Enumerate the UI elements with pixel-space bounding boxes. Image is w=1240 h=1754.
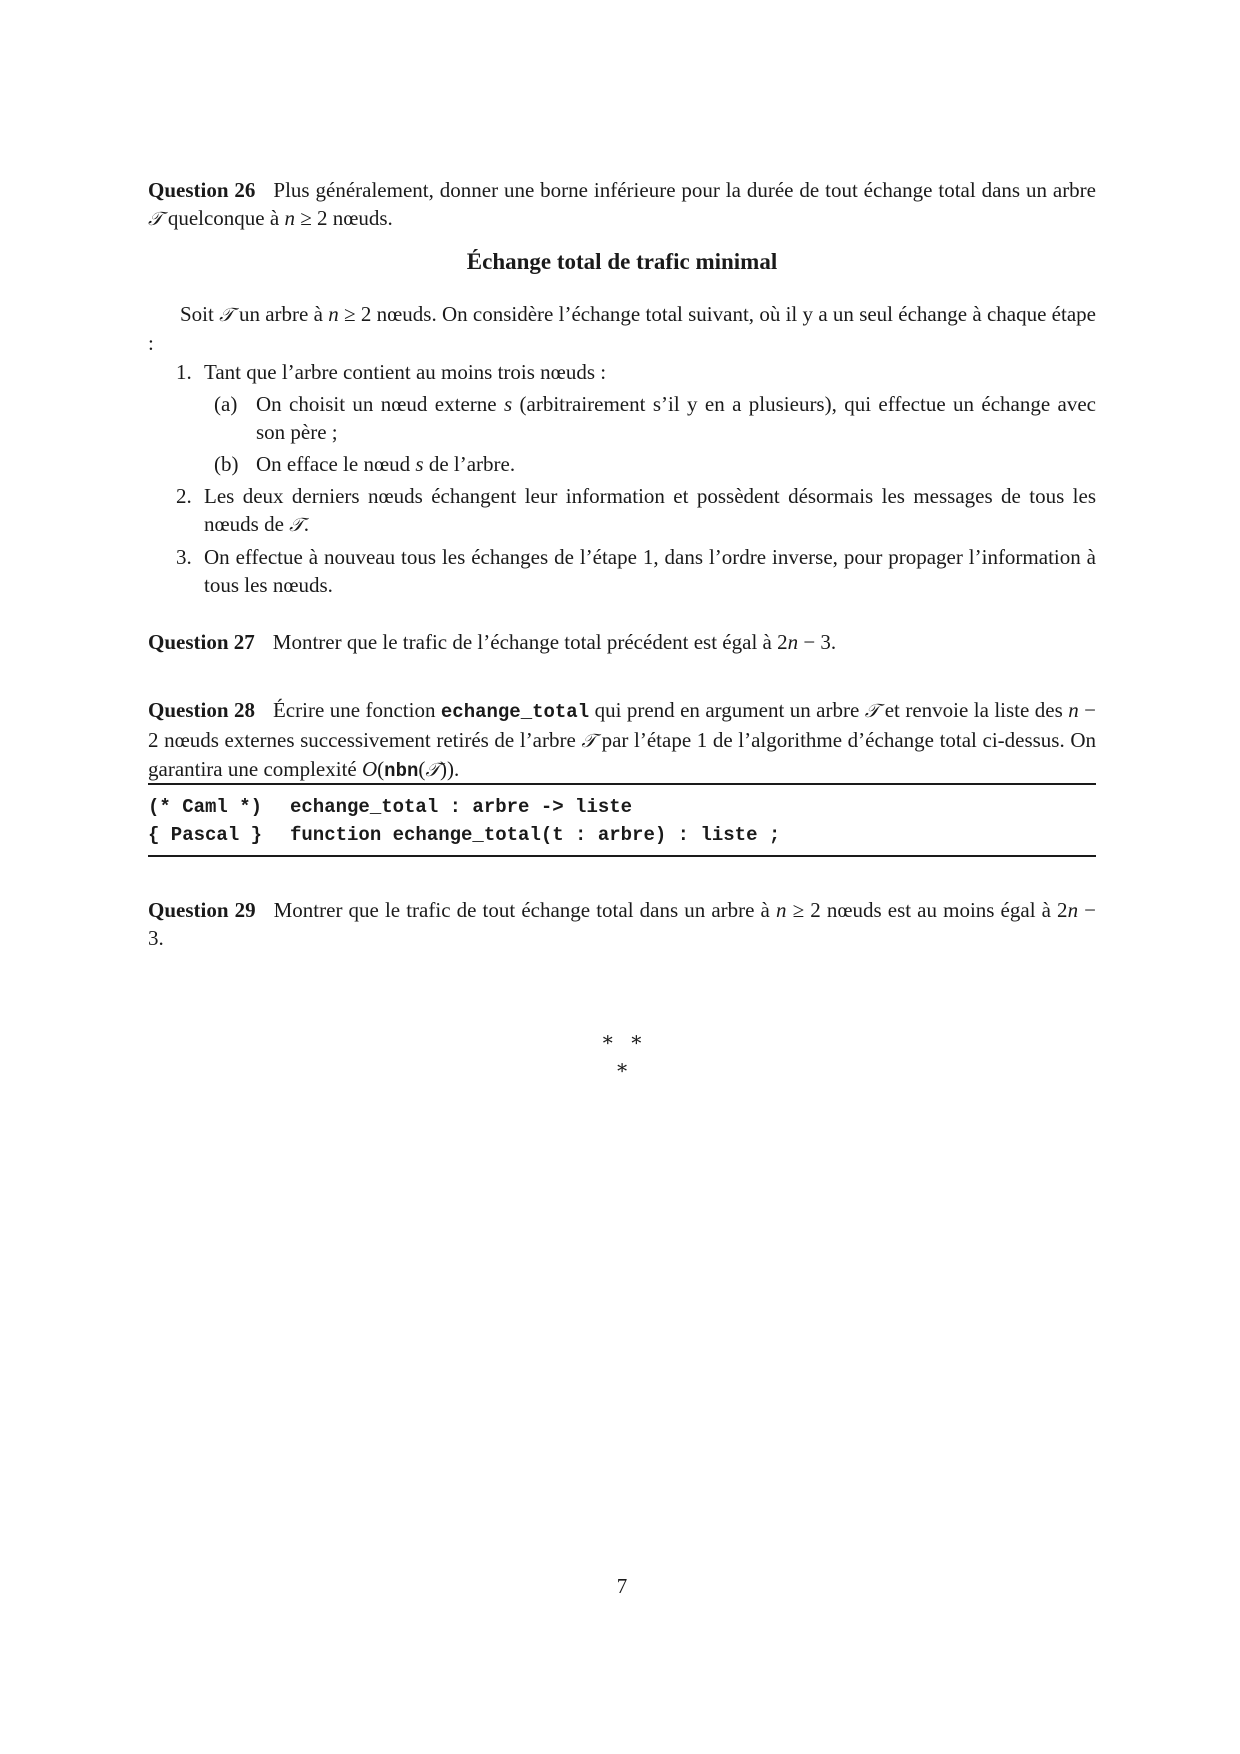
question-28	[148, 696, 1096, 785]
pascal-signature	[148, 821, 1096, 849]
caml-signature	[148, 793, 1096, 821]
q28-text-5: par l’étape 1 de l’algorithme d’échange total ci-dessus. On garantira une complexité	[148, 728, 1097, 781]
step-text-end: .	[303, 512, 309, 536]
substep-text-1: On efface le nœud	[256, 452, 416, 476]
q26-text-3: ≥ 2 nœuds.	[294, 206, 393, 230]
page-number: 7	[616, 1574, 628, 1598]
intro-text-2: un arbre à	[233, 302, 329, 326]
intro-text-3: ≥ 2 nœuds. On considère l’échange total suivant, où il y a un seul échange à chaque étape :	[148, 302, 1096, 355]
paren-open: (	[418, 757, 426, 781]
math-n: n	[1067, 898, 1079, 922]
caml-label: (* Caml *)	[148, 796, 263, 818]
tree-symbol: 𝒯	[289, 514, 304, 536]
question-28-label: Question 28	[148, 698, 255, 722]
question-27	[148, 628, 1096, 656]
algorithm-steps	[148, 358, 1096, 599]
step-number: 2.	[176, 484, 192, 508]
intro-text-1: Soit	[180, 302, 220, 326]
substep-number: (a)	[214, 392, 238, 416]
tree-symbol: 𝒯	[864, 700, 880, 722]
step-text: On effectue à nouveau tous les échanges de l’étape 1, dans l’ordre inverse, pour propager l’information à tous les nœuds.	[204, 545, 1096, 597]
substep-text-1: On choisit un nœud externe	[256, 392, 504, 416]
pascal-sig: function echange_total(t : arbre) : liste ;	[290, 824, 781, 846]
math-O: O	[362, 757, 378, 781]
math-s: s	[503, 392, 513, 416]
intro-paragraph	[148, 300, 1096, 357]
q27-text: Montrer que le trafic de l’échange total précédent est égal à 2	[272, 630, 788, 654]
q29-text-2: ≥ 2 nœuds est au moins égal à 2	[786, 898, 1068, 922]
q29-end: − 3.	[148, 898, 1097, 950]
end-stars	[148, 1026, 1096, 1082]
paren-open: (	[377, 757, 385, 781]
substep-number: (b)	[214, 452, 239, 476]
question-29-label: Question 29	[148, 898, 256, 922]
math-n: n	[787, 630, 799, 654]
step-3	[148, 543, 1096, 599]
q28-text-1: Écrire une fonction	[272, 698, 441, 722]
step-1	[148, 358, 1096, 386]
step-2	[148, 482, 1096, 539]
step-text: Les deux derniers nœuds échangent leur information et possèdent désormais les messages de tous les nœuds de	[204, 484, 1096, 536]
section-title: Échange total de trafic minimal	[466, 249, 778, 274]
tree-symbol: 𝒯	[148, 208, 163, 230]
substep-b	[148, 450, 1096, 478]
question-27-label: Question 27	[148, 630, 255, 654]
tree-symbol: 𝒯	[425, 759, 440, 781]
pascal-label: { Pascal }	[148, 824, 263, 846]
substep-text-2: (arbitrairement s’il y en a plusieurs), qui effectue un échange avec son père ;	[256, 392, 1096, 444]
step-number: 1.	[176, 360, 192, 384]
q28-text-4: − 2 nœuds externes successivement retirés de l’arbre	[148, 698, 1097, 752]
stars-bottom: ∗	[615, 1057, 629, 1079]
paren-close: )).	[439, 757, 460, 781]
q27-end: − 3.	[798, 630, 837, 654]
tree-symbol: 𝒯	[581, 730, 596, 752]
substep-a	[148, 390, 1096, 446]
math-n: n	[284, 206, 295, 230]
q26-text-2: quelconque à	[162, 206, 285, 230]
math-n: n	[1068, 698, 1079, 722]
math-s: s	[415, 452, 424, 476]
caml-sig: echange_total : arbre -> liste	[290, 796, 633, 818]
nbn-function: nbn	[384, 760, 419, 782]
question-26	[148, 176, 1096, 233]
question-26-label: Question 26	[148, 178, 256, 202]
substep-text-2: de l’arbre.	[423, 452, 516, 476]
question-29	[148, 896, 1096, 952]
math-n: n	[775, 898, 787, 922]
q28-text-3: et renvoie la liste des	[879, 698, 1069, 722]
function-name: echange_total	[440, 701, 590, 723]
math-n: n	[328, 302, 339, 326]
q26-text-1: Plus généralement, donner une borne inférieure pour la durée de tout échange total dans un arbre	[273, 178, 1096, 202]
step-number: 3.	[176, 545, 192, 569]
step-text: Tant que l’arbre contient au moins trois nœuds :	[204, 360, 607, 384]
q29-text-1: Montrer que le trafic de tout échange total dans un arbre à	[273, 898, 776, 922]
q28-text-2: qui prend en argument un arbre	[589, 698, 865, 722]
tree-symbol: 𝒯	[219, 304, 234, 326]
code-signatures	[148, 783, 1096, 857]
stars-top: ∗ ∗	[600, 1029, 644, 1051]
